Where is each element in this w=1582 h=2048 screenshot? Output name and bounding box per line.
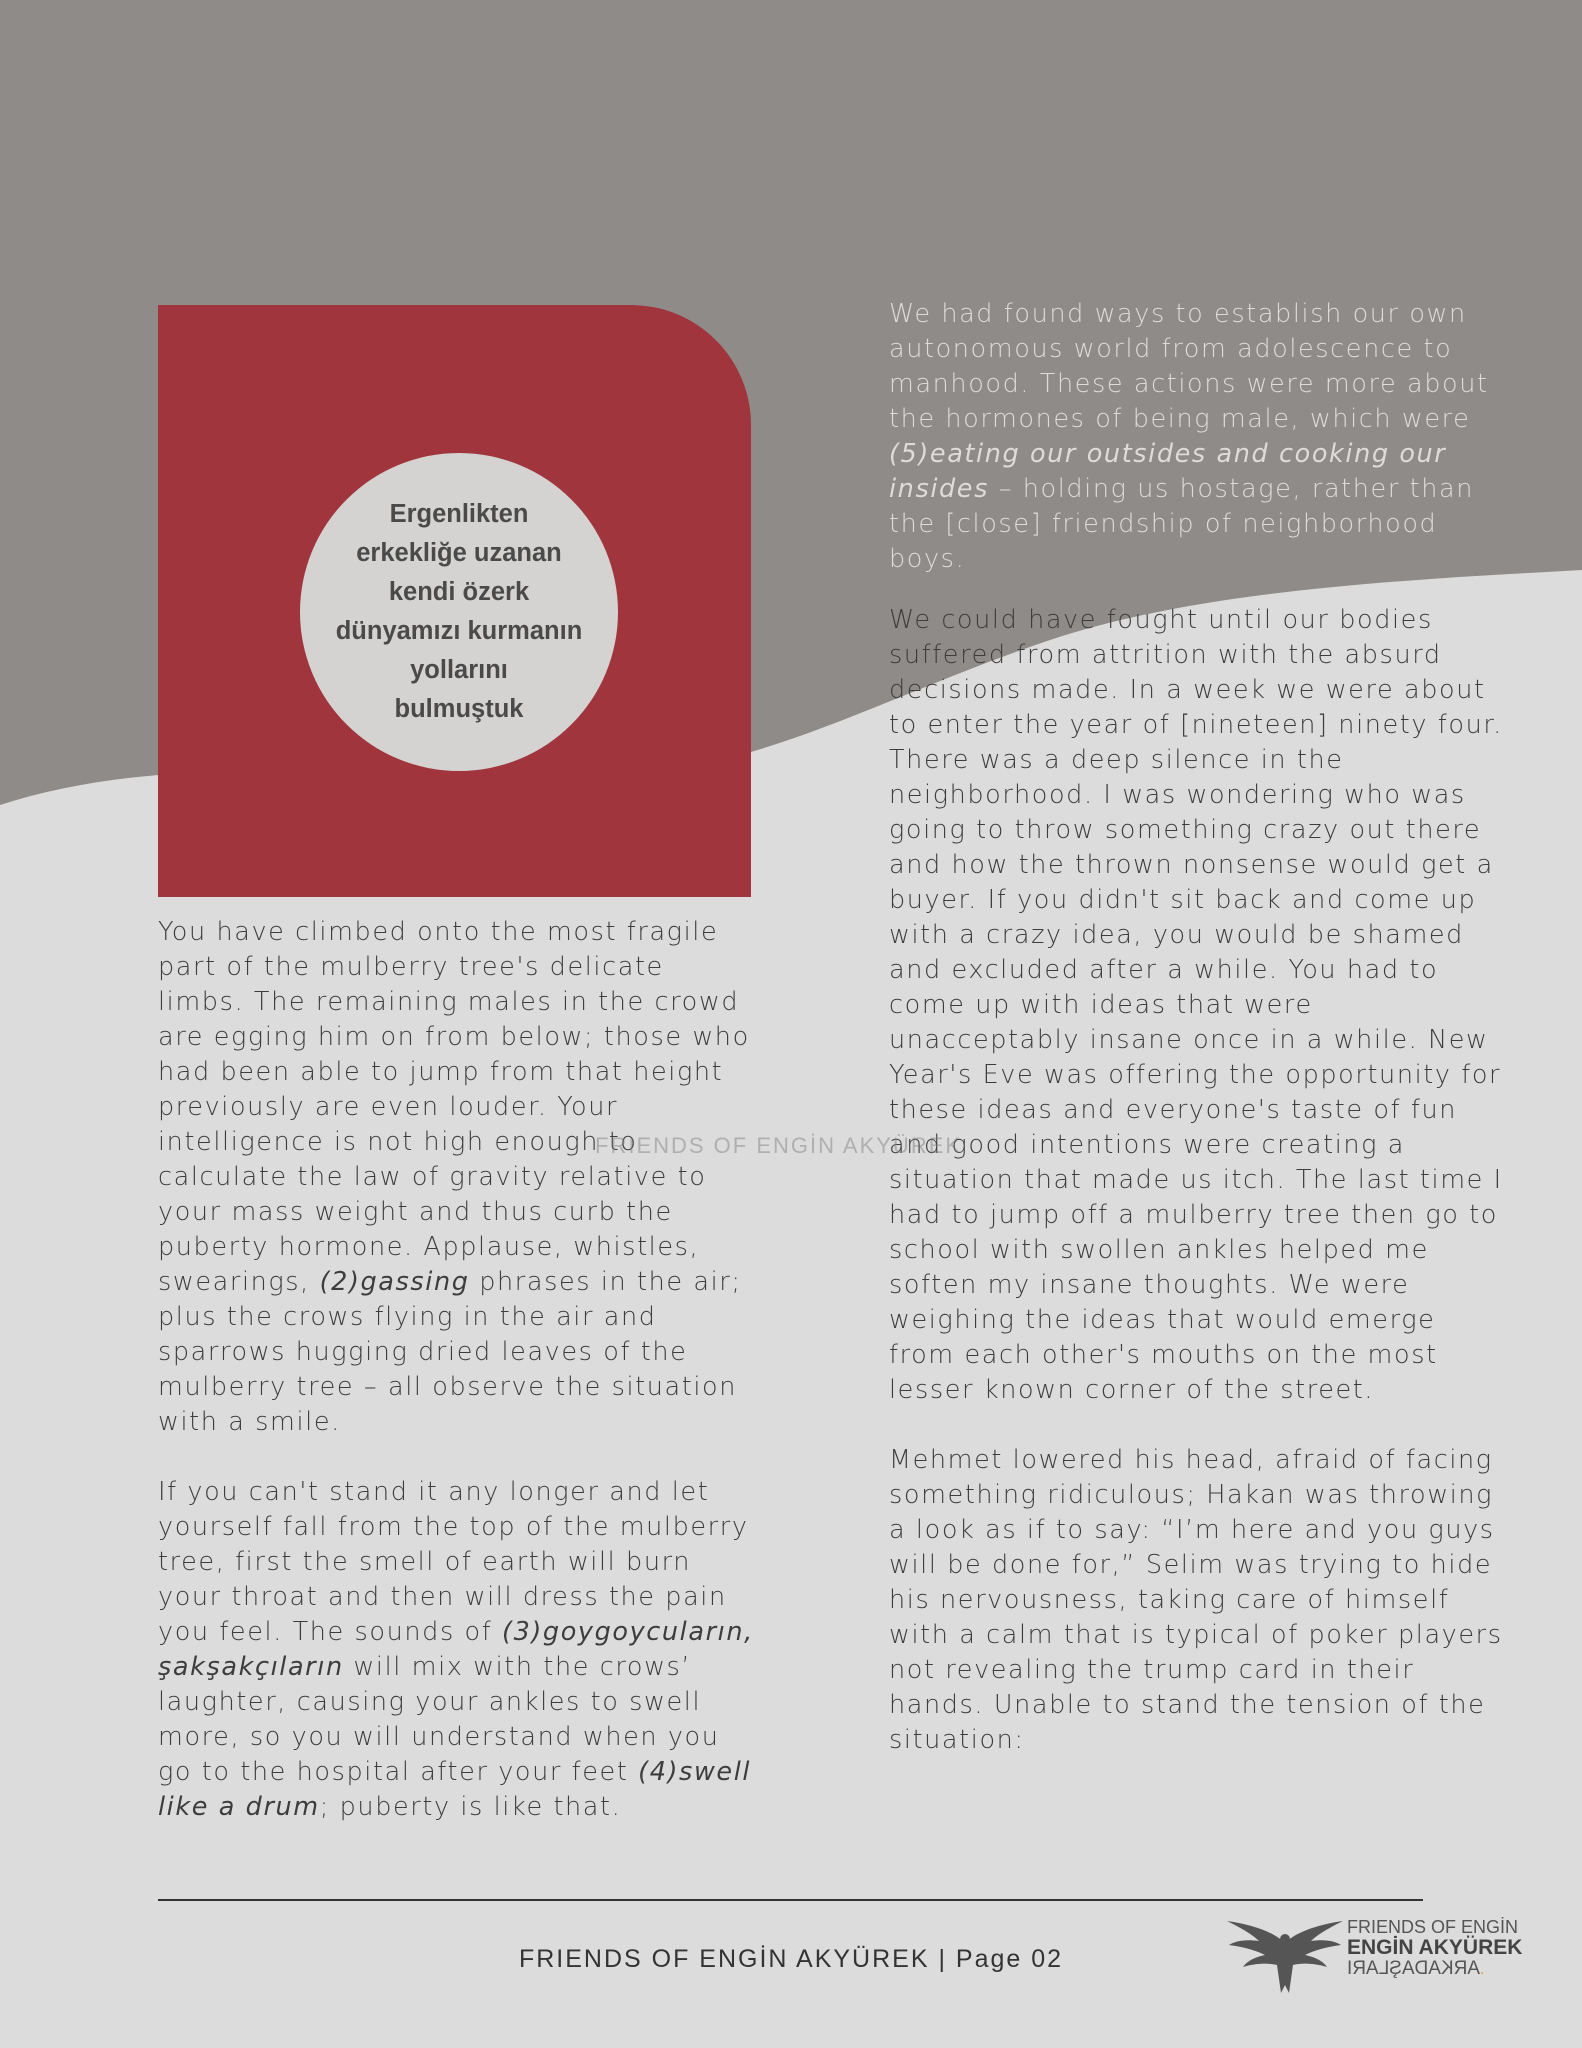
quote-line: yollarını [410,656,508,684]
right-paragraph-3: Mehmet lowered his head, afraid of facing something ridiculous; Hakan was throwing a look as if to say: “I’m here and you guys will be done for,” Selim was trying to hide his nervousness, taking care of himself with a calm that is typical of poker players not revealing the trump card in their hands. Unable to stand the tension of the situation: [889,1445,1503,1755]
quote-circle-image [300,453,618,771]
eagle-icon [1225,1915,1345,1995]
turkish-quote [309,495,609,729]
left-paragraph-1: You have climbed onto the most fragile part of the mulberry tree's delicate limbs. The remaining males in the crowd are egging him on from below; those who had been able to jump from that height previously are even louder. Your intelligence is not high enough to calculate the law of gravity relative to your mass weight and thus curb the puberty hormone. Applause, whistles, swearings, (2)gassing phrases in the air; plus the crows flying in the air and sparrows hugging dried leaves of the mulberry tree – all observe the situation with a smile. [158,917,750,1437]
logo-text [1347,1917,1522,1979]
logo-line-1: FRIENDS OF ENGİN [1347,1917,1519,1937]
logo-dot: . [1480,1961,1485,1978]
quote-line: kendi özerk [388,578,530,606]
footer-divider [158,1899,1423,1901]
logo-line-3: ARKADAŞLARI [1347,1958,1481,1979]
left-column [158,915,758,1825]
quote-line: dünyamızı kurmanın [335,617,583,645]
right-column [889,297,1509,1758]
page-footer: FRIENDS OF ENGİN AKYÜREK | Page 02 [518,1945,1064,1973]
right-paragraph-2: We could have fought until our bodies suffered from attrition with the absurd decisions made. In a week we were about to enter the year of [nineteen] ninety four. There was a deep silence in the neighborhood. I was wondering who was going to throw something crazy out there and how the thrown nonsense would get a buyer. If you didn't sit back and come up with a crazy idea, you would be shamed and excluded after a while. You had to come up with ideas that were unacceptably insane once in a while. New Year's Eve was offering the opportunity for these ideas and everyone's taste of fun and good intentions were creating a situation that made us itch. The last time I had to jump off a mulberry tree then go to school with swollen ankles helped me soften my insane thoughts. We were weighing the ideas that would emerge from each other's mouths on the most lesser known corner of the street. [889,605,1503,1405]
right-paragraph-1: We had found ways to establish our own autonomous world from adolescence to manhood. These actions were more about the hormones of being male, which were (5)eating our outsides and cooking our insides – holding us hostage, rather than the [close] friendship of neighborhood boys. [889,299,1489,574]
logo-line-2: ENGİN AKYÜREK [1347,1936,1523,1959]
watermark-text: FRIENDS OF ENGİN AKYÜREK [595,1133,963,1158]
quote-line: Ergenlikten [389,500,529,528]
left-paragraph-2: If you can't stand it any longer and let yourself fall from the top of the mulberry tree, first the smell of earth will burn your throat and then will dress the pain you feel. The sounds of (3)goygoycuların, şakşakçıların will mix with the crows’ laughter, causing your ankles to swell more, so you will understand when you go to the hospital after your feet (4)swell like a drum; puberty is like that. [158,1477,754,1822]
quote-line: erkekliğe uzanan [356,539,562,567]
quote-line: bulmuştuk [394,695,524,723]
brand-logo [1225,1915,1530,1995]
